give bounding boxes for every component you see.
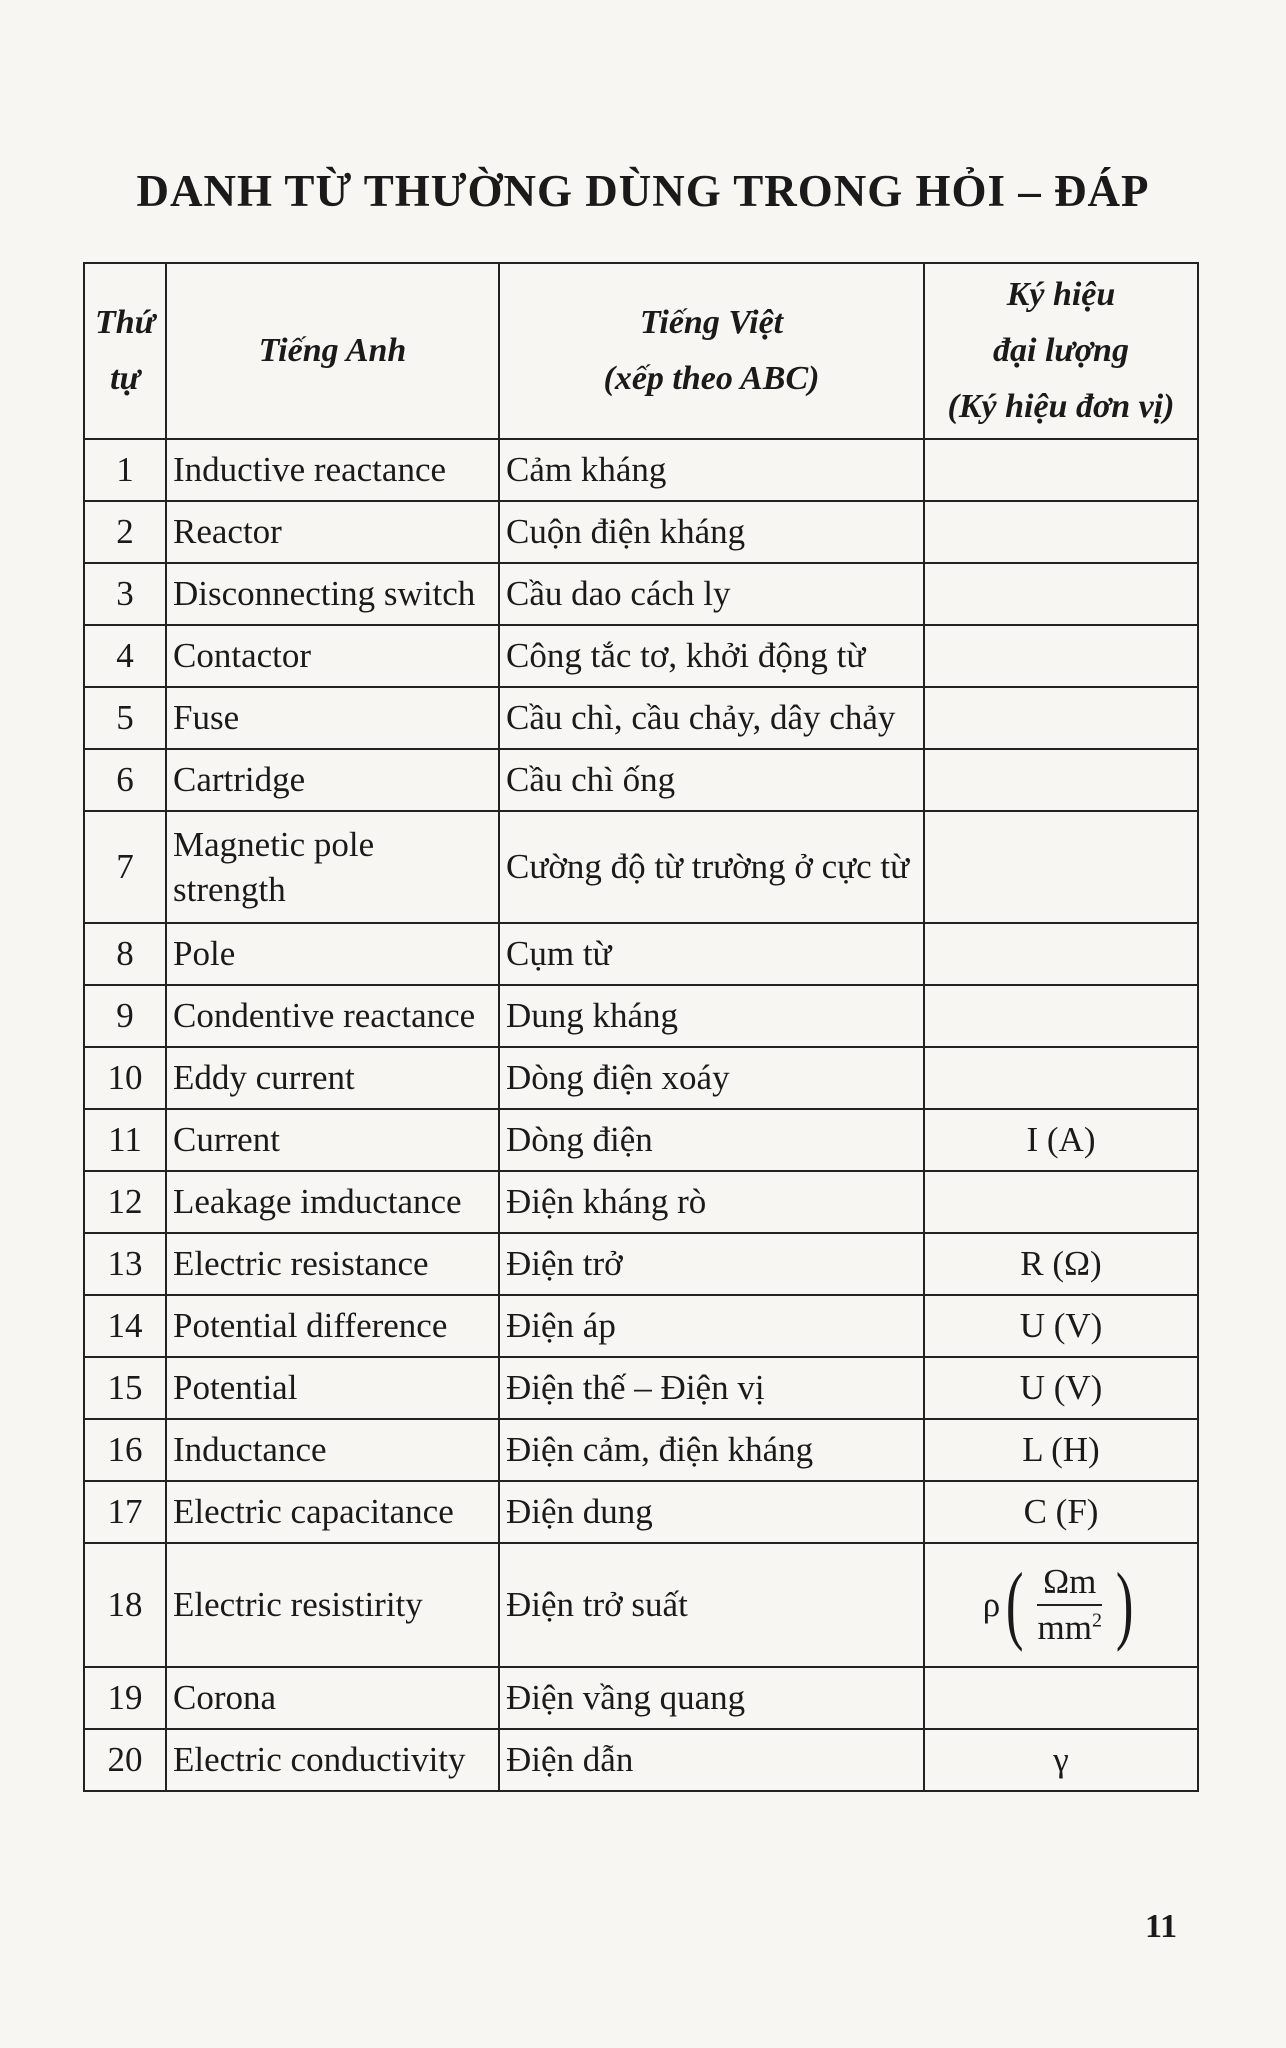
formula-rho: ρ — [982, 1585, 1001, 1625]
row-english: Condentive reactance — [166, 985, 499, 1047]
row-english: Potential difference — [166, 1295, 499, 1357]
row-number: 9 — [84, 985, 166, 1047]
row-symbol: U (V) — [924, 1295, 1198, 1357]
table-row — [84, 811, 1198, 923]
row-english — [166, 811, 499, 923]
row-number: 18 — [84, 1543, 166, 1667]
row-english: Pole — [166, 923, 499, 985]
table-row — [84, 1233, 1198, 1295]
row-english: Electric capacitance — [166, 1481, 499, 1543]
formula-fraction — [1032, 1560, 1108, 1650]
row-english: Electric resistirity — [166, 1543, 499, 1667]
row-english: Electric conductivity — [166, 1729, 499, 1791]
header-symbol-line3: (Ký hiệu đơn vị) — [947, 388, 1175, 426]
row-vietnamese: Dòng điện — [499, 1109, 924, 1171]
row-number: 10 — [84, 1047, 166, 1109]
row-number: 2 — [84, 501, 166, 563]
row-vietnamese: Điện cảm, điện kháng — [499, 1419, 924, 1481]
table-row — [84, 985, 1198, 1047]
table-row — [84, 563, 1198, 625]
table-row — [84, 749, 1198, 811]
row-symbol — [924, 811, 1198, 923]
row-number: 20 — [84, 1729, 166, 1791]
header-vietnamese-line2: (xếp theo ABC) — [603, 360, 820, 397]
row-vietnamese: Dòng điện xoáy — [499, 1047, 924, 1109]
row-number: 1 — [84, 439, 166, 501]
row-english: Current — [166, 1109, 499, 1171]
formula-right-paren: ) — [1115, 1556, 1134, 1653]
row-vietnamese: Cầu chì ống — [499, 749, 924, 811]
row-number: 5 — [84, 687, 166, 749]
row-symbol — [924, 923, 1198, 985]
row-number: 11 — [84, 1109, 166, 1171]
header-symbol-line2: đại lượng — [993, 331, 1129, 369]
table-row — [84, 1481, 1198, 1543]
glossary-table — [83, 262, 1199, 1792]
table-row — [84, 1419, 1198, 1481]
formula-denominator-base: mm — [1037, 1608, 1092, 1647]
row-symbol: U (V) — [924, 1357, 1198, 1419]
formula-exponent: 2 — [1091, 1609, 1102, 1632]
row-vietnamese: Điện trở suất — [499, 1543, 924, 1667]
row-english: Cartridge — [166, 749, 499, 811]
row-symbol: γ — [924, 1729, 1198, 1791]
row-english: Disconnecting switch — [166, 563, 499, 625]
table-row — [84, 1729, 1198, 1791]
row-english: Inductive reactance — [166, 439, 499, 501]
row-symbol: R (Ω) — [924, 1233, 1198, 1295]
row-symbol — [924, 501, 1198, 563]
row-vietnamese: Điện áp — [499, 1295, 924, 1357]
formula-left-paren: ( — [1006, 1556, 1024, 1653]
row-number: 17 — [84, 1481, 166, 1543]
row-number: 19 — [84, 1667, 166, 1729]
table-header-row — [84, 263, 1198, 439]
row-symbol — [924, 563, 1198, 625]
row-symbol — [924, 749, 1198, 811]
header-vietnamese-line1: Tiếng Việt — [639, 303, 784, 341]
row-english: Reactor — [166, 501, 499, 563]
table-row — [84, 625, 1198, 687]
table-row — [84, 1667, 1198, 1729]
table-row — [84, 439, 1198, 501]
header-number-line2: tự — [110, 360, 140, 397]
resistivity-formula — [982, 1556, 1140, 1653]
row-vietnamese: Cụm từ — [499, 923, 924, 985]
row-vietnamese: Điện thế – Điện vị — [499, 1357, 924, 1419]
table-row — [84, 687, 1198, 749]
header-number — [84, 263, 166, 439]
row-symbol: I (A) — [924, 1109, 1198, 1171]
row-symbol — [924, 1171, 1198, 1233]
row-vietnamese: Cảm kháng — [499, 439, 924, 501]
row-vietnamese: Điện trở — [499, 1233, 924, 1295]
row-english: Leakage imductance — [166, 1171, 499, 1233]
row-symbol — [924, 1543, 1198, 1667]
row-vietnamese: Điện vầng quang — [499, 1667, 924, 1729]
row-vietnamese: Cường độ từ trường ở cực từ — [499, 811, 924, 923]
row-vietnamese: Điện dẫn — [499, 1729, 924, 1791]
row-symbol — [924, 625, 1198, 687]
row-english: Corona — [166, 1667, 499, 1729]
table-row — [84, 1357, 1198, 1419]
table-row — [84, 1171, 1198, 1233]
row-symbol — [924, 1047, 1198, 1109]
row-number: 8 — [84, 923, 166, 985]
row-english: Eddy current — [166, 1047, 499, 1109]
row-symbol: L (H) — [924, 1419, 1198, 1481]
row-english: Electric resistance — [166, 1233, 499, 1295]
row-vietnamese: Cuộn điện kháng — [499, 501, 924, 563]
row-symbol — [924, 439, 1198, 501]
row-english: Fuse — [166, 687, 499, 749]
header-symbol — [924, 263, 1198, 439]
table-row — [84, 1109, 1198, 1171]
row-english-line1: Magnetic pole — [173, 824, 375, 864]
row-number: 16 — [84, 1419, 166, 1481]
row-number: 12 — [84, 1171, 166, 1233]
row-number: 7 — [84, 811, 166, 923]
row-number: 6 — [84, 749, 166, 811]
page-title: DANH TỪ THƯỜNG DÙNG TRONG HỎI – ĐÁP — [136, 166, 1150, 216]
row-vietnamese: Công tắc tơ, khởi động từ — [499, 625, 924, 687]
row-vietnamese: Điện dung — [499, 1481, 924, 1543]
row-symbol — [924, 1667, 1198, 1729]
row-symbol: C (F) — [924, 1481, 1198, 1543]
row-vietnamese: Cầu dao cách ly — [499, 563, 924, 625]
row-symbol — [924, 985, 1198, 1047]
header-vietnamese — [499, 263, 924, 439]
page-number: 11 — [1145, 1908, 1178, 1945]
row-english-line2: strength — [173, 870, 286, 909]
row-number: 3 — [84, 563, 166, 625]
header-english-label: Tiếng Anh — [258, 331, 407, 369]
table-row — [84, 501, 1198, 563]
row-english: Inductance — [166, 1419, 499, 1481]
row-vietnamese: Điện kháng rò — [499, 1171, 924, 1233]
table-row — [84, 1047, 1198, 1109]
row-english: Potential — [166, 1357, 499, 1419]
header-number-line1: Thứ — [94, 303, 156, 341]
table-row — [84, 1295, 1198, 1357]
row-number: 4 — [84, 625, 166, 687]
row-vietnamese: Cầu chì, cầu chảy, dây chảy — [499, 687, 924, 749]
header-english — [166, 263, 499, 439]
row-number: 15 — [84, 1357, 166, 1419]
row-english: Contactor — [166, 625, 499, 687]
table-row — [84, 1543, 1198, 1667]
formula-numerator: Ωm — [1037, 1560, 1102, 1606]
table-row — [84, 923, 1198, 985]
row-number: 13 — [84, 1233, 166, 1295]
row-number: 14 — [84, 1295, 166, 1357]
row-vietnamese: Dung kháng — [499, 985, 924, 1047]
formula-denominator — [1032, 1606, 1108, 1650]
row-symbol — [924, 687, 1198, 749]
header-symbol-line1: Ký hiệu — [1006, 275, 1116, 313]
